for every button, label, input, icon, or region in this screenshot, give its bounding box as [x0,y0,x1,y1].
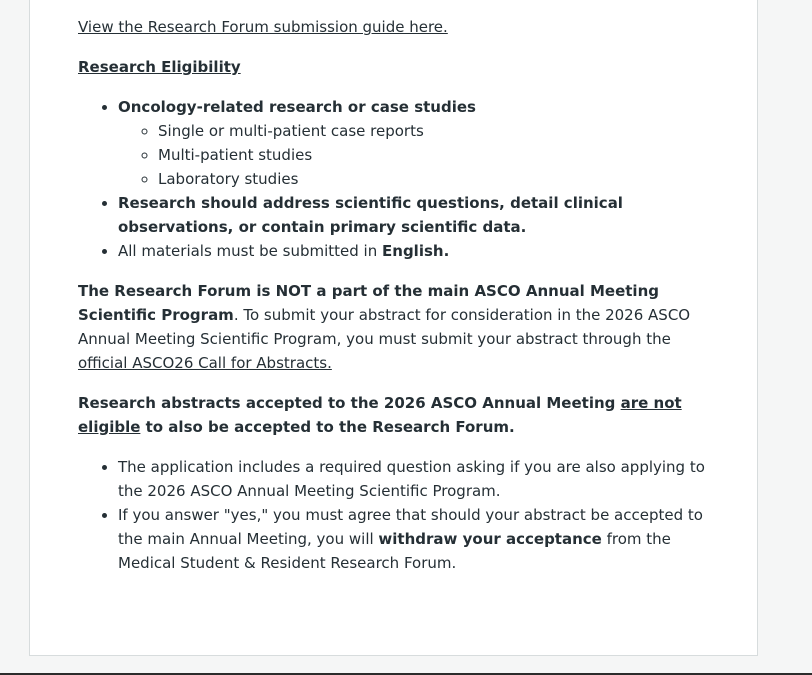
not-part-bold: The Research Forum is NOT a part of the main ASCO Annual Meeting Scientific Program [78,282,659,324]
not-part-text: . To submit your abstract for consideration in the 2026 ASCO Annual Meeting Scientific Program, you must submit your abstract through the [78,306,691,348]
eligibility-list [78,95,718,263]
accepted-bold-before: Research abstracts accepted to the 2026 ASCO Annual Meeting [78,394,621,412]
list-item: ◦ Laboratory studies [158,167,718,191]
list-item: ◦ Single or multi-patient case reports [158,119,718,143]
call-for-abstracts-link[interactable]: official ASCO26 Call for Abstracts. [78,354,332,372]
language-text: All materials must be submitted in [118,242,383,260]
notes-list [78,455,718,575]
list-item [118,503,718,575]
content-body [78,15,718,591]
note-text: If you answer "yes," you must agree that should your abstract be accepted to the main Annual Meeting, you will [118,506,703,548]
note-text: from the Medical Student & Resident Research Forum. [118,530,671,572]
list-item [118,95,718,191]
language-bold: English. [382,242,450,260]
guide-paragraph [78,15,718,39]
list-item: ◦ Multi-patient studies [158,143,718,167]
list-item [118,239,718,263]
accepted-bold-after: to also be accepted to the Research Forum. [140,418,515,436]
accepted-not-eligible: are not eligible [78,394,682,436]
accepted-paragraph [78,391,718,439]
eligibility-heading-paragraph [78,55,718,79]
eligibility-item-label: Oncology-related research or case studies [118,98,476,116]
eligibility-sublist [118,119,718,191]
eligibility-item-label: Research should address scientific questions, detail clinical observations, or contain primary scientific data. [118,194,623,236]
content-card [29,0,758,656]
list-item: • The application includes a required question asking if you are also applying to the 2026 ASCO Annual Meeting Scientific Program. [118,455,718,503]
list-item [118,191,718,239]
not-part-paragraph [78,279,718,375]
note-bold: withdraw your acceptance [378,530,602,548]
submission-guide-link[interactable]: View the Research Forum submission guide here. [78,18,448,36]
eligibility-heading: Research Eligibility [78,58,241,76]
